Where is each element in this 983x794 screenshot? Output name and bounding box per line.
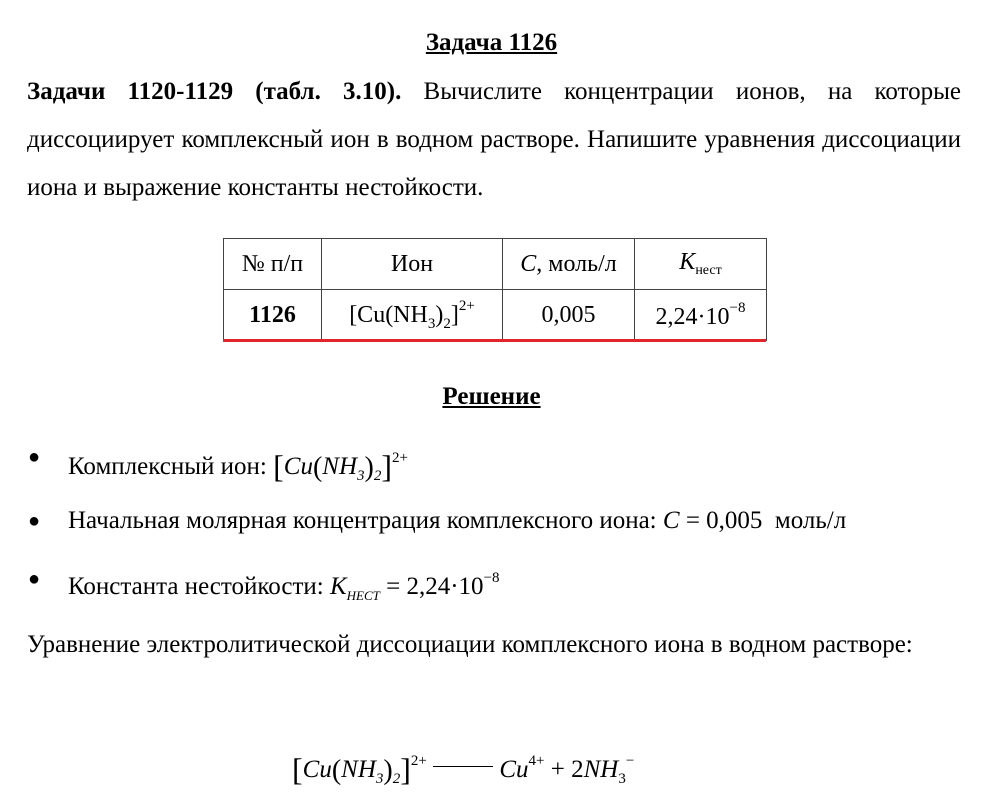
- solution-title: Решение: [442, 383, 541, 410]
- bullet-dot: ●: [28, 510, 41, 532]
- header-conc: C, моль/л: [503, 239, 635, 290]
- k-formula: $K_{НЕСТ} = 2,24\cdot 10^{-8}$: [329, 570, 500, 603]
- header-num: № п/п: [224, 239, 322, 290]
- data-table: [223, 238, 767, 341]
- paragraph-dissociation: Уравнение электролитической диссоциации комплексного иона в водном растворе:: [27, 631, 913, 658]
- header-k: $K_{нест}$: [635, 239, 767, 290]
- bullet-complex-ion: Комплексный ион: $[Cu(NH_3)_2]^{2+}$: [68, 448, 408, 484]
- problem-title: Задача 1126: [425, 29, 558, 56]
- header-ion: Ион: [322, 239, 503, 290]
- row-num: 1126: [224, 290, 322, 341]
- bullet-dot: ●: [28, 568, 41, 590]
- table-underline: [223, 339, 766, 342]
- problem-text: Вычислите концентрации ионов, на которые диссоциирует комплексный ион в водном растворе. Напишите уравнения диссоциации иона и выражение константы нестойкости.: [27, 78, 962, 201]
- bullet-instability-constant: Константа нестойкости: $K_{НЕСТ} = 2,24\cdot 10^{-8}$: [68, 570, 500, 603]
- bullet-dot: ●: [28, 446, 41, 468]
- problem-reference: Задачи 1120-1129 (табл. 3.10).: [27, 78, 402, 105]
- complex-ion-formula: $[Cu(NH_3)_2]^{2+}$: [273, 448, 408, 484]
- problem-statement: [27, 68, 961, 212]
- row-k: $2,24\cdot 10^{-8}$: [635, 290, 767, 341]
- row-conc: 0,005: [503, 290, 635, 341]
- dissociation-equation: $[Cu(NH_3)_2]^{2+}$ $Cu^{4+} + 2NH_3^-$: [292, 751, 635, 787]
- concentration-formula: C = 0,005 моль/л: [662, 507, 847, 534]
- row-ion: $[Cu(NH_3)_2]^{2+}$: [322, 290, 503, 341]
- bullet-concentration: Начальная молярная концентрация комплексного иона: C = 0,005 моль/л: [68, 507, 847, 534]
